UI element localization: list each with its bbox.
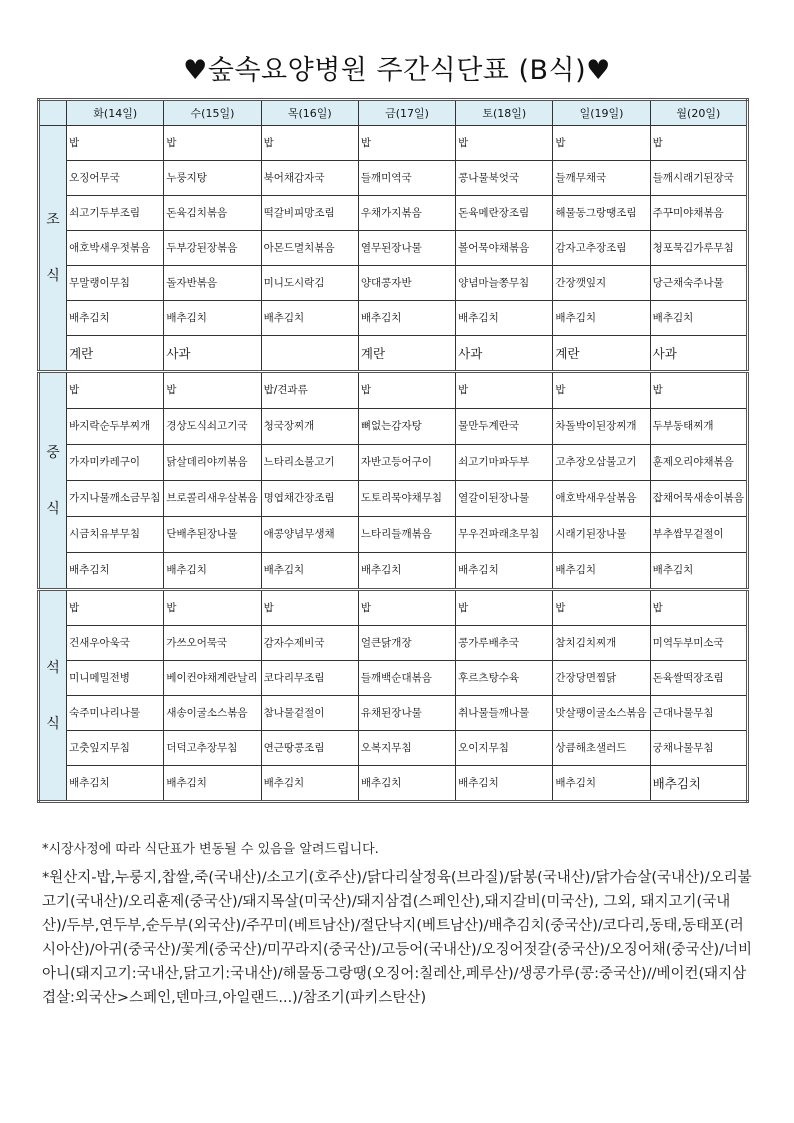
menu-cell: 아몬드멸치볶음 (261, 231, 358, 266)
menu-cell: 배추김치 (650, 766, 747, 802)
menu-cell: 미니도시락김 (261, 266, 358, 301)
menu-cell: 참나물겉절이 (261, 696, 358, 731)
menu-cell: 바지락순두부찌개 (67, 409, 164, 445)
menu-cell: 주꾸미야채볶음 (650, 196, 747, 231)
menu-cell: 밥 (650, 590, 747, 626)
menu-cell: 배추김치 (358, 766, 455, 802)
menu-cell: 명엽채간장조림 (261, 481, 358, 517)
menu-cell: 간장당면찜닭 (553, 661, 650, 696)
menu-cell: 밥/견과류 (261, 372, 358, 409)
menu-cell: 무말랭이무침 (67, 266, 164, 301)
menu-cell: 뼈없는감자탕 (358, 409, 455, 445)
day-header: 목(16일) (261, 100, 358, 126)
day-header: 토(18일) (456, 100, 553, 126)
menu-cell: 열무된장나물 (358, 231, 455, 266)
menu-cell: 배추김치 (164, 766, 261, 802)
menu-cell: 숙주미나리나물 (67, 696, 164, 731)
menu-cell: 밥 (553, 590, 650, 626)
menu-cell: 부추쌈무겉절이 (650, 517, 747, 553)
menu-cell: 오복지무침 (358, 731, 455, 766)
menu-cell: 밥 (650, 126, 747, 161)
menu-cell: 양대콩자반 (358, 266, 455, 301)
breakfast-row (39, 126, 748, 161)
menu-cell: 배추김치 (650, 553, 747, 590)
menu-cell: 밥 (261, 126, 358, 161)
menu-cell: 배추김치 (261, 301, 358, 336)
menu-cell: 시금치유부무침 (67, 517, 164, 553)
menu-cell: 배추김치 (553, 766, 650, 802)
origin-notice: *원산지-밥,누룽지,찹쌀,죽(국내산)/소고기(호주산)/닭다리살정육(브라질)/닭봉(국내산)/닭가슴살(국내산)/오리불고기(국내산)/오리훈제(중국산)/돼지목살(미국산)/돼지삼겹(스페인산),돼지갈비(미국산), 그외, 돼지고기(국내산)/두부,연두부,순두부(외국산)/주꾸미(베트남산)/절단낙지(베트남산)/배추김치(중국산)/코다리,동태,동태포(러시아산)/아귀(중국산)/꽃게(중국산)/미꾸라지(중국산)/고등어(국내산)/오징어젓갈(중국산)/오징어채(중국산)/너비아니(돼지고기:국내산,닭고기:국내산)/해물동그랑땡(오징어:칠레산,페루산)/생콩가루(콩:중국산)//베이컨(돼지삼겹살:외국산>스페인,덴마크,아일랜드...)/참조기(파키스탄산) (42, 870, 753, 1006)
menu-cell: 두부동태찌개 (650, 409, 747, 445)
menu-cell: 미역두부미소국 (650, 626, 747, 661)
dinner-row (39, 696, 748, 731)
menu-cell: 돈육쌀떡장조림 (650, 661, 747, 696)
menu-cell: 애호박새우살볶음 (553, 481, 650, 517)
menu-cell: 맛살팽이굴소스볶음 (553, 696, 650, 731)
menu-cell: 후르츠탕수육 (456, 661, 553, 696)
menu-cell: 차돌박이된장찌개 (553, 409, 650, 445)
menu-cell: 고춧잎지무침 (67, 731, 164, 766)
menu-cell: 밥 (456, 372, 553, 409)
lunch-row (39, 481, 748, 517)
menu-cell: 밥 (358, 372, 455, 409)
menu-cell: 자반고등어구이 (358, 445, 455, 481)
menu-cell: 쇠고기두부조림 (67, 196, 164, 231)
menu-cell: 오징어무국 (67, 161, 164, 196)
lunch-row (39, 445, 748, 481)
menu-cell: 사과 (650, 336, 747, 372)
menu-cell: 당근채숙주나물 (650, 266, 747, 301)
day-header: 금(17일) (358, 100, 455, 126)
menu-cell: 밥 (456, 590, 553, 626)
day-header: 월(20일) (650, 100, 747, 126)
menu-cell: 밥 (650, 372, 747, 409)
menu-cell: 해물동그랑땡조림 (553, 196, 650, 231)
menu-cell: 애호박새우젓볶음 (67, 231, 164, 266)
menu-cell: 사과 (164, 336, 261, 372)
menu-cell: 가자미카레구이 (67, 445, 164, 481)
menu-cell: 계란 (67, 336, 164, 372)
menu-cell: 배추김치 (456, 301, 553, 336)
menu-cell: 배추김치 (456, 766, 553, 802)
change-notice: *시장사정에 따라 식단표가 변동될 수 있음을 알려드립니다. (42, 842, 379, 857)
menu-cell: 배추김치 (164, 553, 261, 590)
menu-cell: 고추장오삼불고기 (553, 445, 650, 481)
menu-cell: 궁채나물무침 (650, 731, 747, 766)
menu-cell: 경상도식쇠고기국 (164, 409, 261, 445)
lunch-row (39, 409, 748, 445)
breakfast-label: 조 식 (39, 126, 67, 372)
menu-cell: 근대나물무침 (650, 696, 747, 731)
weekly-menu-table (37, 98, 749, 803)
lunch-row (39, 372, 748, 409)
menu-cell: 돌자반볶음 (164, 266, 261, 301)
menu-cell: 상큼해초샐러드 (553, 731, 650, 766)
menu-cell: 밥 (261, 590, 358, 626)
dinner-row (39, 590, 748, 626)
menu-cell: 들깨시래기된장국 (650, 161, 747, 196)
menu-cell: 새송이굴소스볶음 (164, 696, 261, 731)
menu-cell: 배추김치 (553, 553, 650, 590)
menu-cell: 브로콜리새우살볶음 (164, 481, 261, 517)
menu-cell: 계란 (553, 336, 650, 372)
menu-cell: 배추김치 (358, 553, 455, 590)
menu-cell: 배추김치 (164, 301, 261, 336)
menu-cell: 열갈이된장나물 (456, 481, 553, 517)
menu-cell: 누룽지탕 (164, 161, 261, 196)
menu-cell: 들깨백순대볶음 (358, 661, 455, 696)
breakfast-row (39, 231, 748, 266)
menu-cell: 배추김치 (650, 301, 747, 336)
menu-cell: 밥 (164, 126, 261, 161)
menu-cell: 단배추된장나물 (164, 517, 261, 553)
menu-cell: 잡채어묵새송이볶음 (650, 481, 747, 517)
day-header: 수(15일) (164, 100, 261, 126)
day-header-row (39, 100, 748, 126)
menu-cell: 느타리들깨볶음 (358, 517, 455, 553)
menu-cell: 미니메밀전병 (67, 661, 164, 696)
menu-cell: 배추김치 (456, 553, 553, 590)
corner-cell (39, 100, 67, 126)
menu-cell: 북어채감자국 (261, 161, 358, 196)
menu-cell: 청포묵김가루무침 (650, 231, 747, 266)
menu-cell: 취나물들깨나물 (456, 696, 553, 731)
menu-cell: 건새우아욱국 (67, 626, 164, 661)
dinner-row (39, 626, 748, 661)
menu-cell: 사과 (456, 336, 553, 372)
menu-cell: 훈제오리야채볶음 (650, 445, 747, 481)
menu-cell: 밥 (553, 372, 650, 409)
menu-cell: 배추김치 (553, 301, 650, 336)
menu-cell: 감자고추장조림 (553, 231, 650, 266)
menu-cell: 시래기된장나물 (553, 517, 650, 553)
lunch-row (39, 553, 748, 590)
menu-cell: 볼어묵야채볶음 (456, 231, 553, 266)
menu-cell: 참치김치찌개 (553, 626, 650, 661)
menu-cell: 유채된장나물 (358, 696, 455, 731)
menu-cell: 도토리묵야채무침 (358, 481, 455, 517)
menu-cell: 간장깻잎지 (553, 266, 650, 301)
menu-cell: 들깨무채국 (553, 161, 650, 196)
menu-cell: 가쓰오어묵국 (164, 626, 261, 661)
menu-cell: 콩가루배추국 (456, 626, 553, 661)
menu-cell: 배추김치 (67, 553, 164, 590)
menu-cell: 배추김치 (358, 301, 455, 336)
menu-cell: 떡갈비피망조림 (261, 196, 358, 231)
breakfast-row (39, 266, 748, 301)
breakfast-row (39, 161, 748, 196)
menu-cell: 콩나물북엇국 (456, 161, 553, 196)
menu-cell (261, 336, 358, 372)
menu-cell: 쇠고기마파두부 (456, 445, 553, 481)
menu-cell: 밥 (456, 126, 553, 161)
menu-cell: 배추김치 (67, 301, 164, 336)
menu-cell: 배추김치 (261, 553, 358, 590)
menu-cell: 청국장찌개 (261, 409, 358, 445)
menu-cell: 양념마늘쫑무침 (456, 266, 553, 301)
menu-cell: 코다리무조림 (261, 661, 358, 696)
menu-cell: 밥 (67, 126, 164, 161)
menu-cell: 들깨미역국 (358, 161, 455, 196)
menu-cell: 계란 (358, 336, 455, 372)
menu-cell: 배추김치 (261, 766, 358, 802)
menu-cell: 무우건파래초무침 (456, 517, 553, 553)
menu-cell: 베이컨야채계란날리 (164, 661, 261, 696)
menu-cell: 연근땅콩조림 (261, 731, 358, 766)
dinner-label: 석 식 (39, 590, 67, 802)
menu-cell: 밥 (164, 372, 261, 409)
menu-cell: 돈육김치볶음 (164, 196, 261, 231)
breakfast-row (39, 196, 748, 231)
menu-cell: 더덕고추장무침 (164, 731, 261, 766)
menu-cell: 배추김치 (67, 766, 164, 802)
menu-cell: 오이지무침 (456, 731, 553, 766)
menu-cell: 밥 (164, 590, 261, 626)
day-header: 화(14일) (67, 100, 164, 126)
menu-cell: 애콩양념무생채 (261, 517, 358, 553)
menu-cell: 밥 (67, 590, 164, 626)
dinner-row (39, 731, 748, 766)
menu-cell: 밥 (358, 590, 455, 626)
breakfast-row (39, 301, 748, 336)
menu-cell: 얼큰닭개장 (358, 626, 455, 661)
menu-cell: 밥 (358, 126, 455, 161)
menu-cell: 물만두계란국 (456, 409, 553, 445)
dinner-row (39, 661, 748, 696)
breakfast-row (39, 336, 748, 372)
menu-cell: 우채가지볶음 (358, 196, 455, 231)
lunch-label: 중 식 (39, 372, 67, 590)
day-header: 일(19일) (553, 100, 650, 126)
page-title: ♥숲속요양병원 주간식단표 (B식)♥ (183, 55, 611, 86)
menu-cell: 느타리소불고기 (261, 445, 358, 481)
menu-cell: 닭살데리야끼볶음 (164, 445, 261, 481)
menu-cell: 밥 (553, 126, 650, 161)
lunch-row (39, 517, 748, 553)
dinner-row (39, 766, 748, 802)
menu-cell: 가지나물깨소금무침 (67, 481, 164, 517)
menu-cell: 두부강된장볶음 (164, 231, 261, 266)
menu-cell: 감자수제비국 (261, 626, 358, 661)
menu-cell: 돈육메란장조림 (456, 196, 553, 231)
menu-cell: 밥 (67, 372, 164, 409)
